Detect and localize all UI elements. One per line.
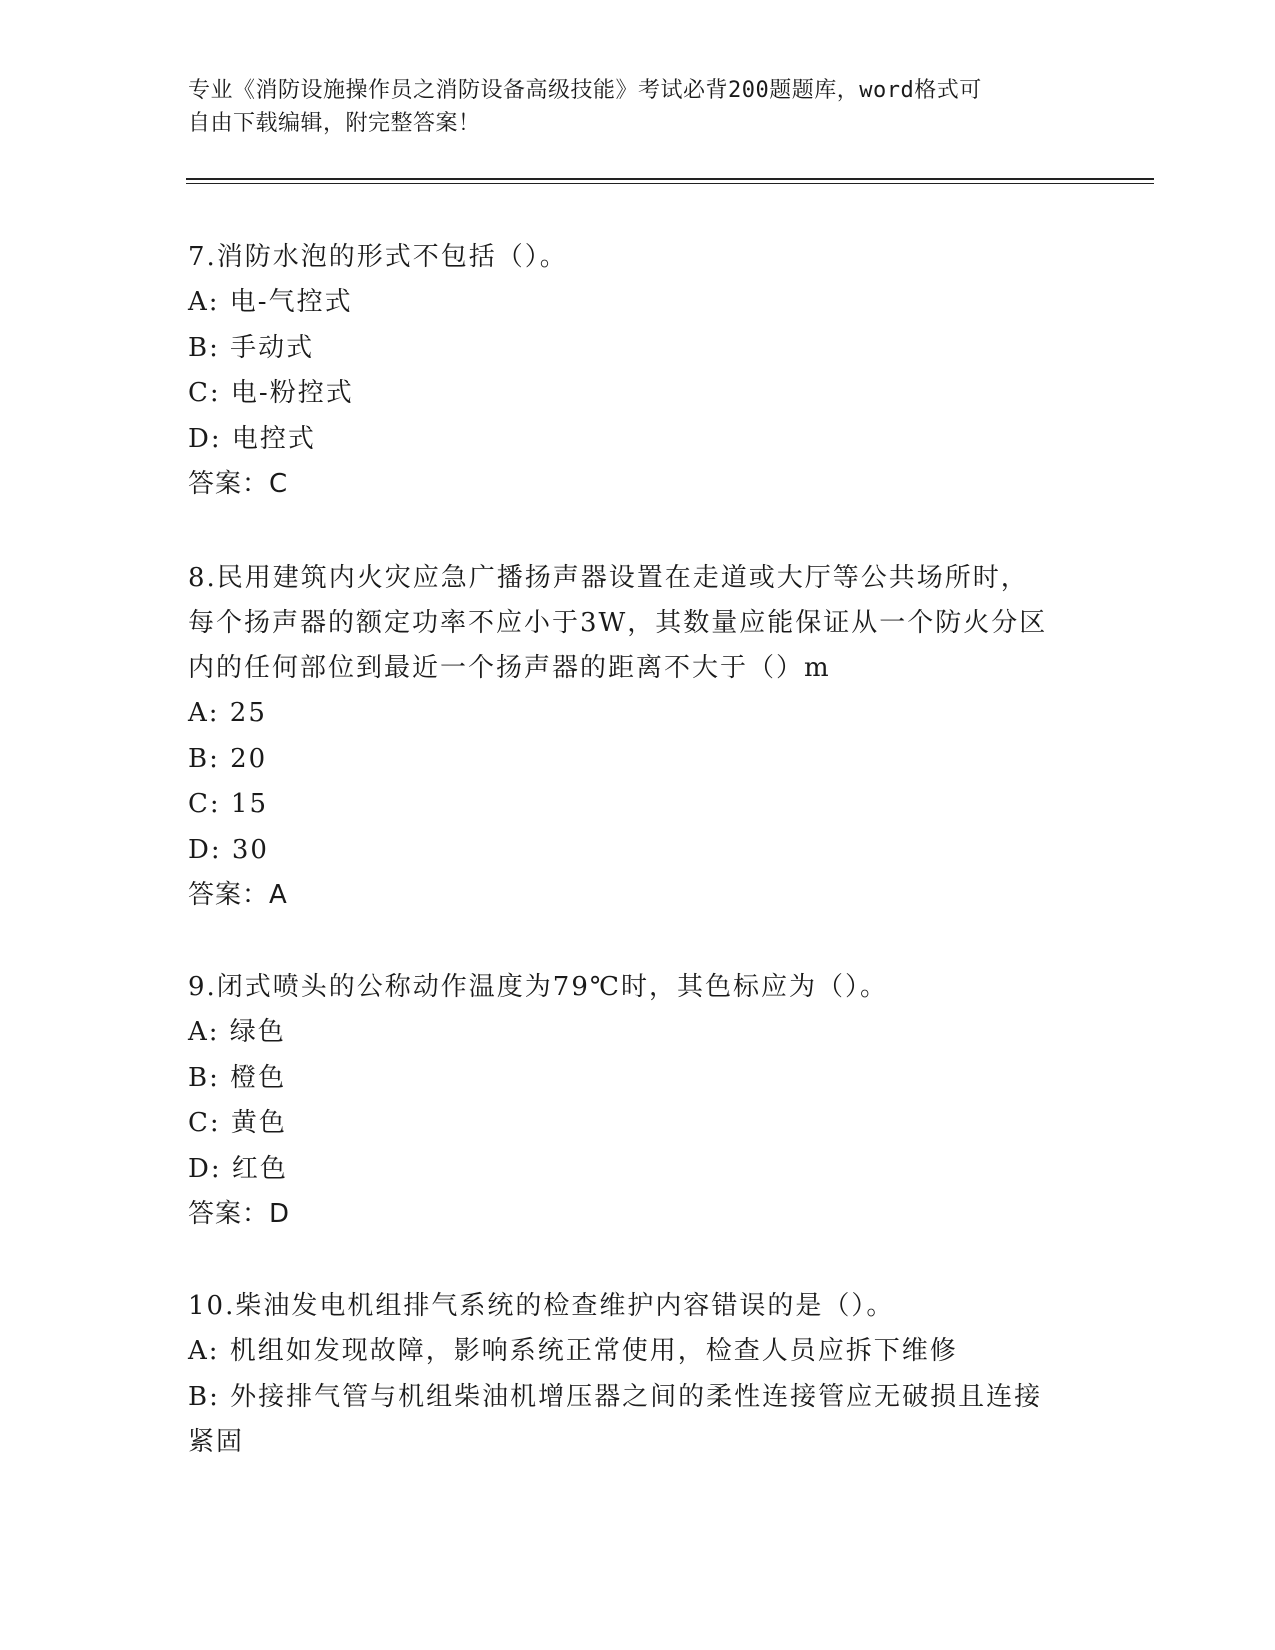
option-d: D: 电控式 xyxy=(188,423,316,454)
question-stem: 9.闭式喷头的公称动作温度为79℃时，其色标应为（）。 xyxy=(188,972,888,1002)
header-line-1: 专业《消防设施操作员之消防设备高级技能》考试必背200题题库，word格式可 xyxy=(188,78,982,103)
option-a: A: 25 xyxy=(188,698,267,728)
document-header xyxy=(188,74,1068,140)
question-stem: 每个扬声器的额定功率不应小于3W，其数量应能保证从一个防火分区 xyxy=(188,608,1048,638)
option-c: C: 黄色 xyxy=(188,1108,287,1139)
question-stem: 7.消防水泡的形式不包括（）。 xyxy=(188,242,568,272)
question-8 xyxy=(188,556,1088,918)
header-line-2: 自由下载编辑，附完整答案！ xyxy=(188,111,481,136)
header-divider xyxy=(186,178,1154,184)
option-b: B: 20 xyxy=(188,743,268,774)
option-b: B: 手动式 xyxy=(188,332,315,363)
question-stem: 内的任何部位到最近一个扬声器的距离不大于（）m xyxy=(188,653,831,683)
answer: 答案：D xyxy=(188,1199,291,1230)
option-a: A: 机组如发现故障，影响系统正常使用，检查人员应拆下维修 xyxy=(188,1336,958,1366)
question-stem: 10.柴油发电机组排气系统的检查维护内容错误的是（）。 xyxy=(188,1291,895,1321)
option-d: D: 30 xyxy=(188,834,269,865)
option-b: B: 外接排气管与机组柴油机增压器之间的柔性连接管应无破损且连接 xyxy=(188,1381,1043,1412)
question-10 xyxy=(188,1284,1088,1466)
option-d: D: 红色 xyxy=(188,1153,288,1184)
option-c: C: 15 xyxy=(188,789,269,820)
question-9 xyxy=(188,965,1088,1237)
option-c: C: 电-粉控式 xyxy=(188,378,354,409)
option-a: A: 绿色 xyxy=(188,1017,286,1047)
question-7 xyxy=(188,235,1088,507)
answer: 答案：A xyxy=(188,880,288,911)
option-b: B: 橙色 xyxy=(188,1062,287,1093)
question-stem: 8.民用建筑内火灾应急广播扬声器设置在走道或大厅等公共场所时， xyxy=(188,563,1029,593)
option-b-continued: 紧固 xyxy=(188,1427,245,1458)
answer: 答案：C xyxy=(188,469,289,500)
option-a: A: 电-气控式 xyxy=(188,287,353,317)
